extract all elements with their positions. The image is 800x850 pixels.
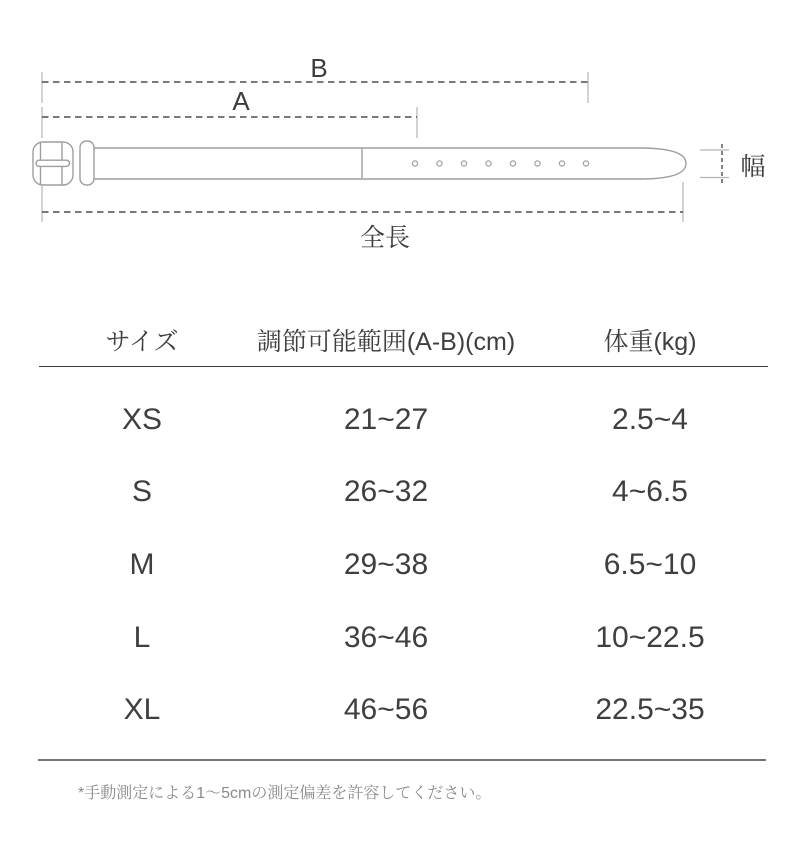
cell-size-xs: XS — [121, 403, 163, 436]
measurement-disclaimer: *手動測定による1〜5cmの測定偏差を許容してください。 — [78, 785, 492, 802]
cell-range-l: 36~46 — [343, 621, 429, 654]
label-a: A — [232, 86, 250, 116]
cell-range-xs: 21~27 — [343, 403, 429, 436]
footer-divider — [38, 759, 766, 761]
cell-range-xl: 46~56 — [343, 693, 429, 726]
cell-weight-m: 6.5~10 — [603, 548, 697, 581]
header-size: サイズ — [105, 328, 179, 356]
label-total-length: 全長 — [359, 224, 411, 252]
cell-weight-xl: 22.5~35 — [595, 693, 705, 726]
header-adjustable-range: 調節可能範囲(A-B)(cm) — [256, 328, 516, 356]
extension-ticks — [42, 72, 729, 222]
belt-measurement-diagram — [0, 0, 800, 280]
cell-weight-xs: 2.5~4 — [612, 403, 688, 436]
label-width: 幅 — [740, 153, 766, 181]
cell-size-s: S — [131, 475, 153, 508]
belt-drawing — [33, 141, 686, 185]
buckle-prong — [36, 160, 70, 166]
label-b: B — [310, 53, 328, 83]
cell-weight-s: 4~6.5 — [612, 475, 688, 508]
belt-strap — [88, 148, 686, 179]
dimension-lines — [42, 82, 722, 212]
belt-keeper — [80, 141, 94, 185]
header-weight: 体重(kg) — [603, 328, 697, 356]
cell-size-xl: XL — [123, 693, 161, 726]
cell-weight-l: 10~22.5 — [595, 621, 705, 654]
cell-size-l: L — [133, 621, 151, 654]
cell-range-s: 26~32 — [343, 475, 429, 508]
header-divider — [39, 366, 768, 367]
cell-range-m: 29~38 — [343, 548, 429, 581]
cell-size-m: M — [129, 548, 155, 581]
